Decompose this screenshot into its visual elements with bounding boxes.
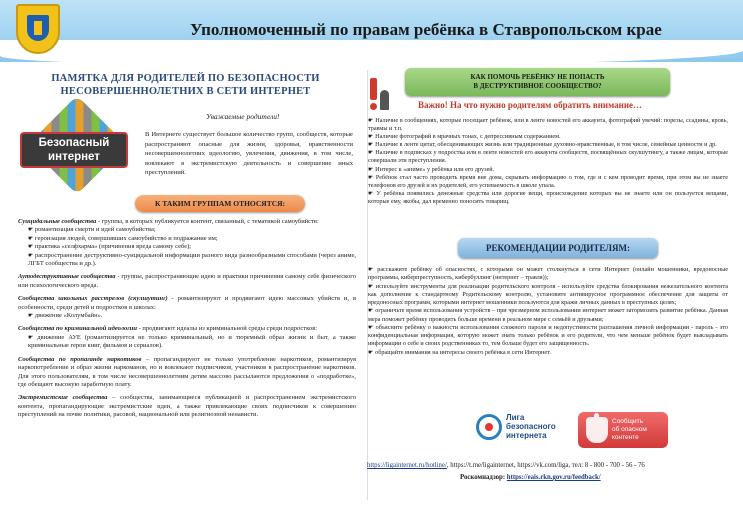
list-item: ☛ объясните ребёнку о важности использования сложного пароля и недопустимости разглашения личной информации - пароль - это конфиденциальная информация, которую может знать только ребёнок и его родители, что чем меньше ребёнок будет выкладывать информации о себе и своих родственниках то, тем больше будет его защищенность. (368, 324, 728, 348)
important-subtitle: Важно! На что нужно родителям обратить внимание… (418, 100, 643, 110)
left-section-title: ПАМЯТКА ДЛЯ РОДИТЕЛЕЙ ПО БЕЗОПАСНОСТИ НЕСОВЕРШЕННОЛЕТНИХ В СЕТИ ИНТЕРНЕТ (51, 73, 320, 97)
list-item: ☛ обращайте внимания на интересы своего ребёнка в сети Интернет. (368, 349, 728, 357)
safe-internet-badge (18, 108, 136, 196)
block-autodestructive: Аутодеструктивные сообщества - группы, распространяющие идею и практики причинения самому себе физического или психологического вреда. (18, 273, 357, 289)
footer-links: https://ligainternet.ru/hotline/, https://t.me/ligainternet, https://vk.com/liga, тел: 8 - 800 - 700 - 56 - 76 (367, 462, 645, 469)
footer-rkn: Роскомнадзор: https://eais.rkn.gov.ru/feedback/ (460, 474, 601, 481)
recommendations-banner: РЕКОМЕНДАЦИИ РОДИТЕЛЯМ: (458, 238, 658, 258)
groups-list (18, 218, 356, 425)
list-item: ☛ Наличие в ленте цитат, обесценивающих жизнь или традиционные духовно-нравственные, в том числе, семейные ценности и др. (368, 141, 728, 149)
groups-heading-button: К ТАКИМ ГРУППАМ ОТНОСЯТСЯ: (135, 195, 305, 212)
liga-circle-icon (476, 414, 502, 440)
intro-text: В Интернете существует большое количество групп, сообществ, которые распространяют опасные для жизни, здоровья, нравственности несовершеннолетних идеологию, увлечения, движения, в том числе, вовлекают в экстремистскую деятельность и совершение иных преступлений. (145, 131, 353, 176)
page-title: Уполномоченный по правам ребёнка в Ставропольском крае (190, 20, 662, 39)
header-curve (0, 40, 743, 66)
liga-text: Лига безопасного интернета (506, 413, 556, 440)
list-item: ☛ Ребёнок стал часто проводить время вне дома, скрывать информацию о том, где и с кем проводит время, при этом вы не знаете телефонов его друзей и их родителей, его успеваемость в школе упала. (368, 174, 728, 190)
badge-label: Безопасный интернет (20, 132, 128, 168)
coat-of-arms-icon (16, 4, 60, 54)
list-item: ☛ движение «Колумбайн». (28, 312, 356, 320)
list-item: ☛ используйте инструменты для реализации родительского контроля - используйте средства блокирования нежелательного контента как дополнение к стандартному Родительскому контролю, установите антивирусное программное обеспечение для защиты от вредоносных программ, которыми интернет мошенники пользуются для кражи личных данных в преступных целях; (368, 283, 728, 307)
recommendations-list (368, 266, 728, 358)
hand-pointer-icon (586, 417, 608, 443)
list-item: ☛ распространение деструктивно-суицидальной информации разного вида разнообразными способами (через аниме, ЛГБТ сообщества и др.). (28, 252, 356, 269)
list-item: ☛ У ребёнка появились денежные средства или дорогие вещи, происхождение которых вы не знаете или он пользуется вещами, которые ему, якобы, дал временно поносить товарищ. (368, 190, 728, 206)
list-item: ☛ Интерес к «аниме» у ребёнка или его друзей. (368, 166, 728, 174)
list-item: ☛ движение АУЕ (романтизируется не только криминальный, но и тюремный образ жизни и быт, а также криминальные герои книг, фильмов и сериалов). (28, 334, 356, 351)
list-item: ☛ романтизация смерти и идей самоубийства; (28, 226, 356, 234)
report-dangerous-content-button[interactable]: Сообщить об опасном контенте (578, 412, 668, 448)
list-item: ☛ Наличие фотографий в мрачных тонах, с депрессивным содержанием. (368, 133, 728, 141)
warning-signs-list (368, 117, 728, 206)
greeting: Уважаемые родители! (206, 112, 280, 121)
block-suicidal: Суицидальные сообщества - группы, в которых публикуется контент, связанный, с тематикой самоубийств: ☛ романтизация смерти и идей самоубийства; ☛ героизация людей, совершивших самоубийство и подражание им; ☛ практика «селфхарма» (причинения вреда самому себе); ☛ распространение деструктивно-суицидальной информации разного вида разнообразными способами (через аниме, ЛГБТ сообщества и др.). (18, 218, 356, 268)
block-extremist: Экстремистские сообщества – сообщества, занимающиеся публикацией и распространением экстремистского контента, пропагандирующие экстремистские идеи, а также привлекающие своих подписчиков к совершению преступлений на почве политики, расовой, национальной или религиозной ненависти. (18, 394, 356, 419)
rkn-feedback-link[interactable]: https://eais.rkn.gov.ru/feedback/ (506, 474, 601, 481)
block-criminal: Сообщества по криминальной идеологии - продвигают идеалы из криминальной среды среди подростков: ☛ движение АУЕ (романтизируется не только криминальный, но и тюремный образ жизни и быт, а также криминальные герои книг, фильмов и сериалов). (18, 325, 356, 350)
list-item: ☛ ограничьте время использования устройств – при чрезмерном использовании интернет может затормозить развитие ребёнка. Данная мера поможет ребёнку проводить больше времени в реальном мире с семьёй и друзьями; (368, 307, 728, 323)
list-item: ☛ практика «селфхарма» (причинения вреда самому себе); (28, 243, 356, 251)
help-child-banner: КАК ПОМОЧЬ РЕБЁНКУ НЕ ПОПАСТЬ В ДЕСТРУКТИВНОЕ СООБЩЕСТВО? (405, 68, 670, 96)
list-item: ☛ Наличие в подписках у подростка или в ленте новостей его аккаунта сообществ, посвящённых скулшутингу, а также лицам, которые совершали эти преступления. (368, 149, 728, 165)
warning-exclamation-icon (367, 78, 393, 112)
block-drugs: Сообщества по пропаганде наркотиков – пропагандируют не только употребление наркотиков, романтизируя наркопотребление и образ жизни наркоманов, но и вовлекают подписчиков, участников в распространение наркотиков. Для этого пользователям, в том числе несовершеннолетним детям массово рассылаются предложения о «подработке», где обещают высокую заработную плату. (18, 355, 356, 388)
liga-logo[interactable] (476, 410, 576, 448)
list-item: ☛ Наличие в сообщениях, которые посещает ребёнок, или в ленте новостей его аккаунта, фотографий увечий: порезы, ссадины, кровь, травмы и т.п. (368, 117, 728, 133)
liga-hotline-link[interactable]: https://ligainternet.ru/hotline/ (367, 462, 447, 469)
list-item: ☛ героизация людей, совершивших самоубийство и подражание им; (28, 235, 356, 243)
block-school-shooting: Сообщества школьных расстрелов (скулшутинг) - романтизируют и продвигают идею массовых убийств и, в особенности, среди детей и подростков в школах: ☛ движение «Колумбайн». (18, 295, 356, 320)
list-item: ☛ расскажите ребёнку об опасностях, с которыми он может столкнуться в сети Интернет (онлайн мошенники, вредоносные программы, киберпреступность, кибербуллинг (интернет – травля)); (368, 266, 728, 282)
